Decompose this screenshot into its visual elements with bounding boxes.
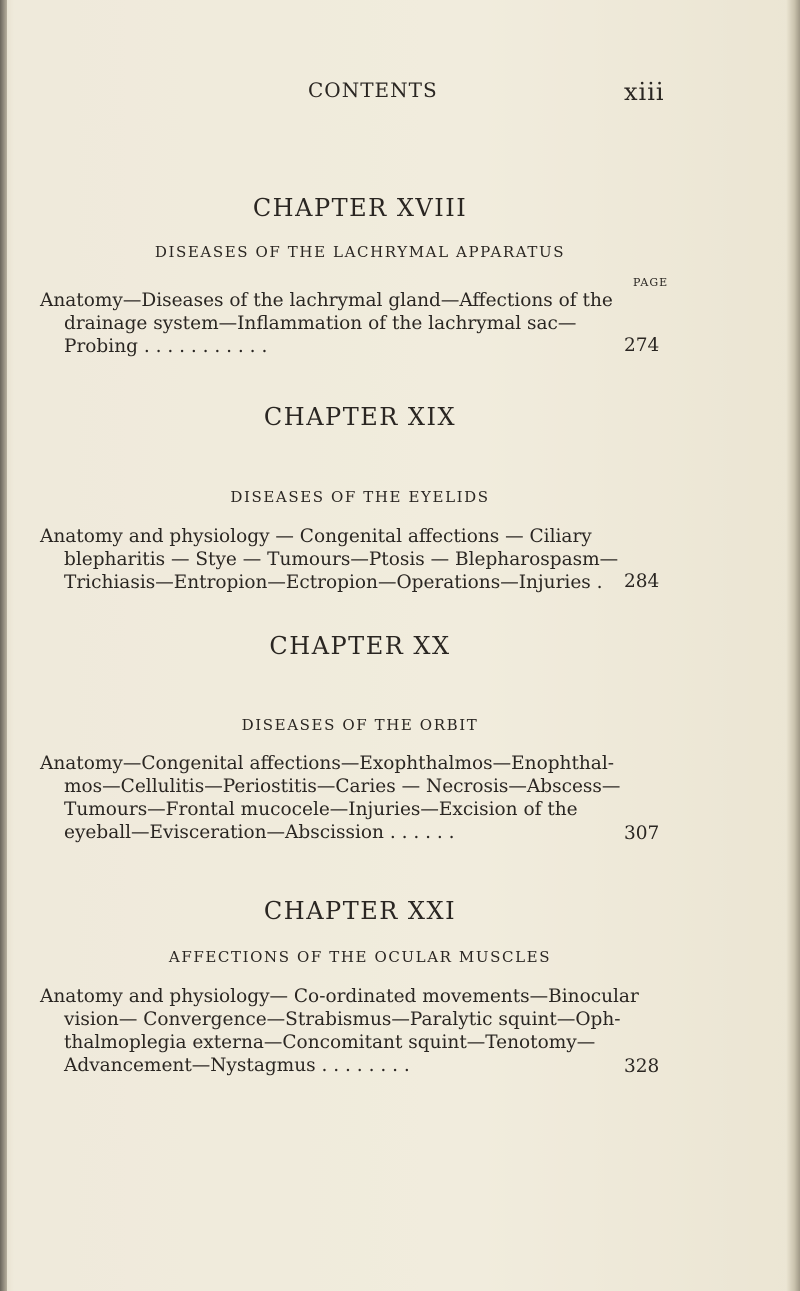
chapter-title: CHAPTER XXI	[263, 897, 457, 925]
chapter-contents	[40, 752, 630, 844]
contents-line: thalmoplegia externa—Concomitant squint—Tenotomy—	[64, 1032, 596, 1053]
contents-line: Tumours—Frontal mucocele—Injuries—Excision of the	[64, 799, 578, 820]
chapter-subtitle: DISEASES OF THE LACHRYMAL APPARATUS	[154, 243, 566, 261]
contents-line: Anatomy and physiology — Congenital affections — Ciliary	[40, 526, 592, 547]
contents-line: eyeball—Evisceration—Abscission . . . . . .	[64, 822, 455, 843]
contents-line: Trichiasis—Entropion—Ectropion—Operations—Injuries .	[64, 572, 603, 593]
chapter-page-number: 284	[624, 571, 660, 592]
contents-line: drainage system—Inflammation of the lachrymal sac—	[64, 313, 577, 334]
chapter-subtitle: DISEASES OF THE ORBIT	[241, 716, 479, 734]
contents-line: Probing . . . . . . . . . . .	[64, 336, 268, 357]
contents-line: blepharitis — Stye — Tumours—Ptosis — Blepharospasm—	[64, 549, 619, 570]
chapter-title: CHAPTER XX	[269, 632, 451, 660]
chapter-contents	[40, 525, 630, 594]
page-edge-shadow	[786, 0, 800, 1291]
chapter-title: CHAPTER XVIII	[252, 194, 468, 222]
page-column-label: PAGE	[633, 276, 669, 289]
running-head-title: CONTENTS	[308, 78, 438, 102]
page-folio: xiii	[624, 78, 665, 106]
contents-line: vision— Convergence—Strabismus—Paralytic squint—Oph-	[64, 1009, 621, 1030]
running-head	[0, 78, 800, 108]
chapter-page-number: 307	[624, 823, 660, 844]
contents-line: mos—Cellulitis—Periostitis—Caries — Necrosis—Abscess—	[64, 776, 621, 797]
contents-line: Advancement—Nystagmus . . . . . . . .	[64, 1055, 410, 1076]
chapter-contents	[40, 289, 630, 358]
chapter-contents	[40, 985, 639, 1077]
contents-line: Anatomy—Congenital affections—Exophthalmos—Enophthal-	[40, 753, 615, 774]
chapter-subtitle: AFFECTIONS OF THE OCULAR MUSCLES	[168, 948, 552, 966]
chapter-subtitle: DISEASES OF THE EYELIDS	[230, 488, 490, 506]
chapter-page-number: 274	[624, 335, 660, 356]
chapter-page-number: 328	[624, 1056, 660, 1077]
chapter-title: CHAPTER XIX	[263, 403, 457, 431]
contents-line: Anatomy and physiology— Co-ordinated movements—Binocular	[40, 986, 639, 1007]
contents-line: Anatomy—Diseases of the lachrymal gland—Affections of the	[40, 290, 613, 311]
